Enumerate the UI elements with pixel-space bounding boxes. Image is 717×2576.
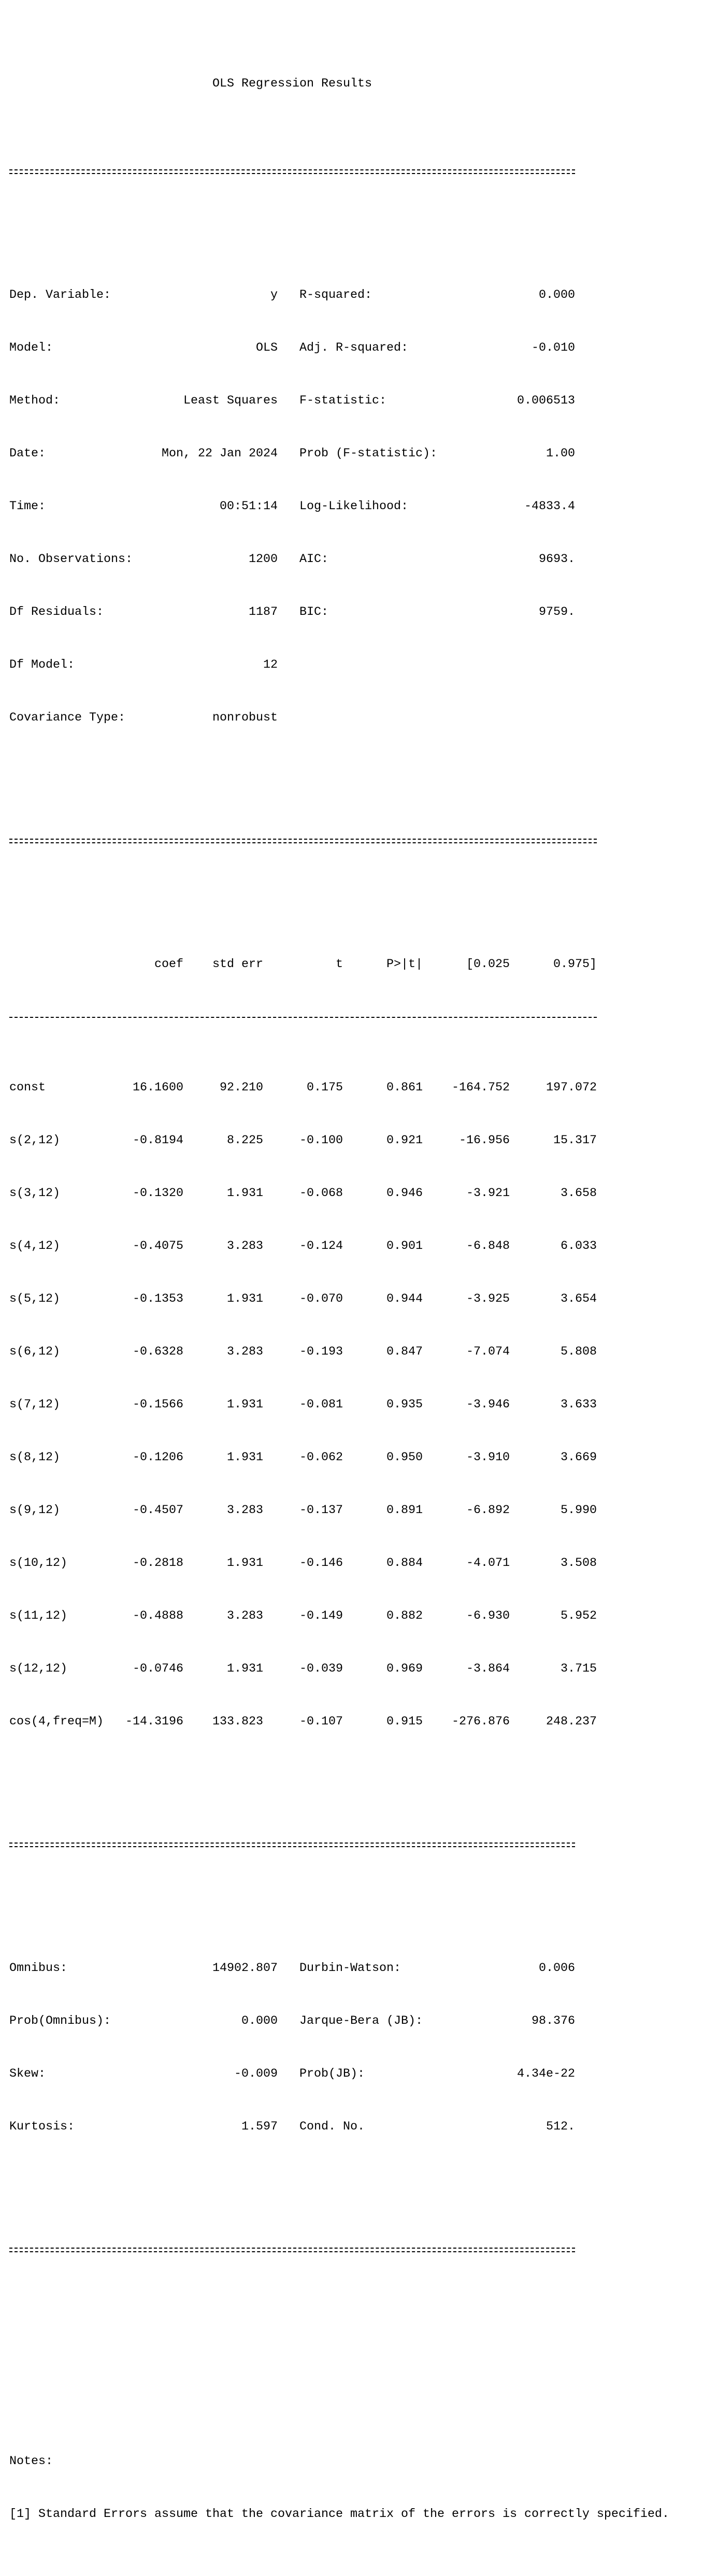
coef-row bbox=[9, 1132, 698, 1149]
std-err-value: 3.283 bbox=[227, 1504, 263, 1517]
info-value: Least Squares bbox=[183, 394, 278, 408]
p-value: 0.969 bbox=[386, 1662, 423, 1676]
ci-high-value: 15.317 bbox=[553, 1134, 597, 1147]
info-label: No. Observations: bbox=[9, 553, 133, 566]
t-value: -0.107 bbox=[299, 1715, 343, 1729]
p-value: 0.946 bbox=[386, 1187, 423, 1200]
ci-low-value: -6.892 bbox=[466, 1504, 510, 1517]
coef-value: -0.1566 bbox=[133, 1398, 183, 1412]
p-value: 0.847 bbox=[386, 1345, 423, 1359]
diag-value: 0.006 bbox=[539, 1962, 575, 1975]
t-value: -0.039 bbox=[299, 1662, 343, 1676]
diag-row bbox=[9, 2012, 698, 2030]
diag-row bbox=[9, 2118, 698, 2136]
coef-row bbox=[9, 1396, 698, 1414]
stat-label: Log-Likelihood: bbox=[299, 500, 408, 513]
info-value: nonrobust bbox=[212, 711, 278, 725]
ci-low-value: -7.074 bbox=[466, 1345, 510, 1359]
p-value: 0.921 bbox=[386, 1134, 423, 1147]
ci-high-value: 197.072 bbox=[546, 1081, 597, 1095]
std-err-value: 1.931 bbox=[227, 1398, 263, 1412]
ci-low-value: -276.876 bbox=[452, 1715, 510, 1729]
std-err-value: 8.225 bbox=[227, 1134, 263, 1147]
stat-label: F-statistic: bbox=[299, 394, 386, 408]
stat-value: 9759. bbox=[539, 606, 575, 619]
std-err-value: 1.931 bbox=[227, 1662, 263, 1676]
info-value: 12 bbox=[263, 658, 278, 672]
ci-low-value: -6.848 bbox=[466, 1240, 510, 1253]
t-value: -0.070 bbox=[299, 1292, 343, 1306]
diag-label: Omnibus: bbox=[9, 1962, 67, 1975]
t-value: -0.149 bbox=[299, 1609, 343, 1623]
coef-row bbox=[9, 1449, 698, 1466]
coef-value: -0.6328 bbox=[133, 1345, 183, 1359]
ols-summary bbox=[9, 5, 698, 2576]
t-value: -0.081 bbox=[299, 1398, 343, 1412]
info-row bbox=[9, 286, 698, 304]
coef-row bbox=[9, 1555, 698, 1572]
ci-high-value: 248.237 bbox=[546, 1715, 597, 1729]
stat-value: -4833.4 bbox=[524, 500, 575, 513]
t-value: 0.175 bbox=[307, 1081, 343, 1095]
model-info-section bbox=[9, 251, 698, 762]
double-rule bbox=[9, 1836, 575, 1854]
notes-section bbox=[9, 2417, 698, 2558]
ci-low-value: -164.752 bbox=[452, 1081, 510, 1095]
notes-heading-line bbox=[9, 2453, 698, 2470]
term-name: s(6,12) bbox=[9, 1345, 60, 1359]
info-label: Df Residuals: bbox=[9, 606, 104, 619]
info-label: Dep. Variable: bbox=[9, 289, 111, 302]
std-err-value: 3.283 bbox=[227, 1345, 263, 1359]
info-row bbox=[9, 656, 698, 674]
term-name: s(7,12) bbox=[9, 1398, 60, 1412]
info-row bbox=[9, 551, 698, 568]
std-err-value: 1.931 bbox=[227, 1451, 263, 1464]
t-value: -0.193 bbox=[299, 1345, 343, 1359]
coef-value: -0.8194 bbox=[133, 1134, 183, 1147]
info-row bbox=[9, 709, 698, 727]
stat-value: 1.00 bbox=[546, 447, 575, 460]
info-label: Time: bbox=[9, 500, 46, 513]
coef-value: -0.0746 bbox=[133, 1662, 183, 1676]
term-name: const bbox=[9, 1081, 46, 1095]
diag-label: Prob(Omnibus): bbox=[9, 2014, 111, 2028]
t-value: -0.100 bbox=[299, 1134, 343, 1147]
coef-value: 16.1600 bbox=[133, 1081, 183, 1095]
p-value: 0.950 bbox=[386, 1451, 423, 1464]
p-value: 0.944 bbox=[386, 1292, 423, 1306]
info-row bbox=[9, 339, 698, 357]
ci-low-value: -3.910 bbox=[466, 1451, 510, 1464]
ci-high-value: 5.808 bbox=[561, 1345, 597, 1359]
stat-label: BIC: bbox=[299, 606, 328, 619]
notes-heading: Notes: bbox=[9, 2455, 53, 2468]
t-value: -0.146 bbox=[299, 1557, 343, 1570]
stat-label: R-squared: bbox=[299, 289, 372, 302]
info-label: Date: bbox=[9, 447, 46, 460]
p-value: 0.901 bbox=[386, 1240, 423, 1253]
info-row bbox=[9, 498, 698, 515]
info-row bbox=[9, 603, 698, 621]
coef-row bbox=[9, 1079, 698, 1097]
double-rule bbox=[9, 2241, 575, 2259]
double-rule bbox=[9, 832, 597, 850]
single-rule bbox=[9, 1009, 597, 1026]
coef-value: -0.1206 bbox=[133, 1451, 183, 1464]
col-header-std-err: std err bbox=[212, 958, 263, 971]
info-value: y bbox=[270, 289, 278, 302]
coef-row bbox=[9, 1290, 698, 1308]
term-name: s(2,12) bbox=[9, 1134, 60, 1147]
info-label: Df Model: bbox=[9, 658, 75, 672]
p-value: 0.891 bbox=[386, 1504, 423, 1517]
coef-header-row bbox=[9, 956, 698, 973]
blank-line bbox=[9, 2329, 698, 2347]
term-name: cos(4,freq=M) bbox=[9, 1715, 104, 1729]
diag-label: Durbin-Watson: bbox=[299, 1962, 401, 1975]
term-name: s(5,12) bbox=[9, 1292, 60, 1306]
ci-high-value: 3.508 bbox=[561, 1557, 597, 1570]
stat-value: 9693. bbox=[539, 553, 575, 566]
std-err-value: 133.823 bbox=[212, 1715, 263, 1729]
ci-high-value: 3.654 bbox=[561, 1292, 597, 1306]
ci-high-value: 3.669 bbox=[561, 1451, 597, 1464]
col-header-t: t bbox=[336, 958, 343, 971]
ci-low-value: -3.921 bbox=[466, 1187, 510, 1200]
diag-label: Skew: bbox=[9, 2067, 46, 2081]
ci-low-value: -3.864 bbox=[466, 1662, 510, 1676]
std-err-value: 1.931 bbox=[227, 1292, 263, 1306]
diag-value: 1.597 bbox=[241, 2120, 278, 2134]
col-header-ci-low: [0.025 bbox=[466, 958, 510, 971]
diag-value: 14902.807 bbox=[212, 1962, 278, 1975]
note-text: [1] Standard Errors assume that the covariance matrix of the errors is correctly specified. bbox=[9, 2508, 669, 2521]
t-value: -0.124 bbox=[299, 1240, 343, 1253]
info-value: Mon, 22 Jan 2024 bbox=[162, 447, 278, 460]
coef-value: -0.1320 bbox=[133, 1187, 183, 1200]
coef-value: -0.1353 bbox=[133, 1292, 183, 1306]
p-value: 0.935 bbox=[386, 1398, 423, 1412]
coef-row bbox=[9, 1660, 698, 1678]
stat-value: 0.000 bbox=[539, 289, 575, 302]
diag-value: 4.34e-22 bbox=[517, 2067, 575, 2081]
col-header-ci-high: 0.975] bbox=[553, 958, 597, 971]
info-row bbox=[9, 392, 698, 410]
ci-low-value: -4.071 bbox=[466, 1557, 510, 1570]
ci-low-value: -6.930 bbox=[466, 1609, 510, 1623]
info-row bbox=[9, 445, 698, 463]
diag-label: Cond. No. bbox=[299, 2120, 365, 2134]
col-header-p: P>|t| bbox=[386, 958, 423, 971]
ci-high-value: 5.952 bbox=[561, 1609, 597, 1623]
coef-row bbox=[9, 1713, 698, 1731]
stat-value: 0.006513 bbox=[517, 394, 575, 408]
info-value: 1200 bbox=[249, 553, 278, 566]
std-err-value: 3.283 bbox=[227, 1240, 263, 1253]
ci-low-value: -3.946 bbox=[466, 1398, 510, 1412]
term-name: s(12,12) bbox=[9, 1662, 67, 1676]
term-name: s(4,12) bbox=[9, 1240, 60, 1253]
ci-high-value: 6.033 bbox=[561, 1240, 597, 1253]
ci-low-value: -16.956 bbox=[459, 1134, 510, 1147]
diagnostics-section bbox=[9, 1924, 698, 2171]
p-value: 0.884 bbox=[386, 1557, 423, 1570]
coef-row bbox=[9, 1343, 698, 1361]
t-value: -0.062 bbox=[299, 1451, 343, 1464]
summary-title: OLS Regression Results bbox=[212, 77, 372, 91]
term-name: s(10,12) bbox=[9, 1557, 67, 1570]
note-line bbox=[9, 2506, 698, 2523]
summary-title-line bbox=[9, 75, 698, 93]
info-value: 1187 bbox=[249, 606, 278, 619]
std-err-value: 1.931 bbox=[227, 1187, 263, 1200]
t-value: -0.068 bbox=[299, 1187, 343, 1200]
coef-table bbox=[9, 920, 698, 1766]
term-name: s(8,12) bbox=[9, 1451, 60, 1464]
ci-high-value: 5.990 bbox=[561, 1504, 597, 1517]
coef-row bbox=[9, 1237, 698, 1255]
std-err-value: 3.283 bbox=[227, 1609, 263, 1623]
info-label: Method: bbox=[9, 394, 60, 408]
term-name: s(11,12) bbox=[9, 1609, 67, 1623]
info-value: OLS bbox=[256, 341, 278, 355]
diag-value: 512. bbox=[546, 2120, 575, 2134]
double-rule bbox=[9, 163, 575, 181]
coef-value: -14.3196 bbox=[125, 1715, 183, 1729]
ci-high-value: 3.658 bbox=[561, 1187, 597, 1200]
col-header-coef: coef bbox=[154, 958, 183, 971]
coef-value: -0.4075 bbox=[133, 1240, 183, 1253]
std-err-value: 1.931 bbox=[227, 1557, 263, 1570]
stat-label: AIC: bbox=[299, 553, 328, 566]
coef-value: -0.4507 bbox=[133, 1504, 183, 1517]
stat-label: Adj. R-squared: bbox=[299, 341, 408, 355]
info-label: Covariance Type: bbox=[9, 711, 125, 725]
ci-high-value: 3.633 bbox=[561, 1398, 597, 1412]
stat-label: Prob (F-statistic): bbox=[299, 447, 437, 460]
info-label: Model: bbox=[9, 341, 53, 355]
term-name: s(3,12) bbox=[9, 1187, 60, 1200]
info-value: 00:51:14 bbox=[220, 500, 278, 513]
t-value: -0.137 bbox=[299, 1504, 343, 1517]
diag-value: 98.376 bbox=[532, 2014, 575, 2028]
ci-low-value: -3.925 bbox=[466, 1292, 510, 1306]
coef-row bbox=[9, 1502, 698, 1519]
coef-value: -0.2818 bbox=[133, 1557, 183, 1570]
p-value: 0.915 bbox=[386, 1715, 423, 1729]
diag-value: -0.009 bbox=[234, 2067, 278, 2081]
p-value: 0.882 bbox=[386, 1609, 423, 1623]
coef-value: -0.4888 bbox=[133, 1609, 183, 1623]
diag-label: Prob(JB): bbox=[299, 2067, 365, 2081]
term-name: s(9,12) bbox=[9, 1504, 60, 1517]
std-err-value: 92.210 bbox=[220, 1081, 263, 1095]
diag-label: Jarque-Bera (JB): bbox=[299, 2014, 423, 2028]
diag-value: 0.000 bbox=[241, 2014, 278, 2028]
coef-row bbox=[9, 1185, 698, 1202]
p-value: 0.861 bbox=[386, 1081, 423, 1095]
diag-label: Kurtosis: bbox=[9, 2120, 75, 2134]
stat-value: -0.010 bbox=[532, 341, 575, 355]
diag-row bbox=[9, 1960, 698, 1977]
ci-high-value: 3.715 bbox=[561, 1662, 597, 1676]
coef-row bbox=[9, 1607, 698, 1625]
diag-row bbox=[9, 2065, 698, 2083]
